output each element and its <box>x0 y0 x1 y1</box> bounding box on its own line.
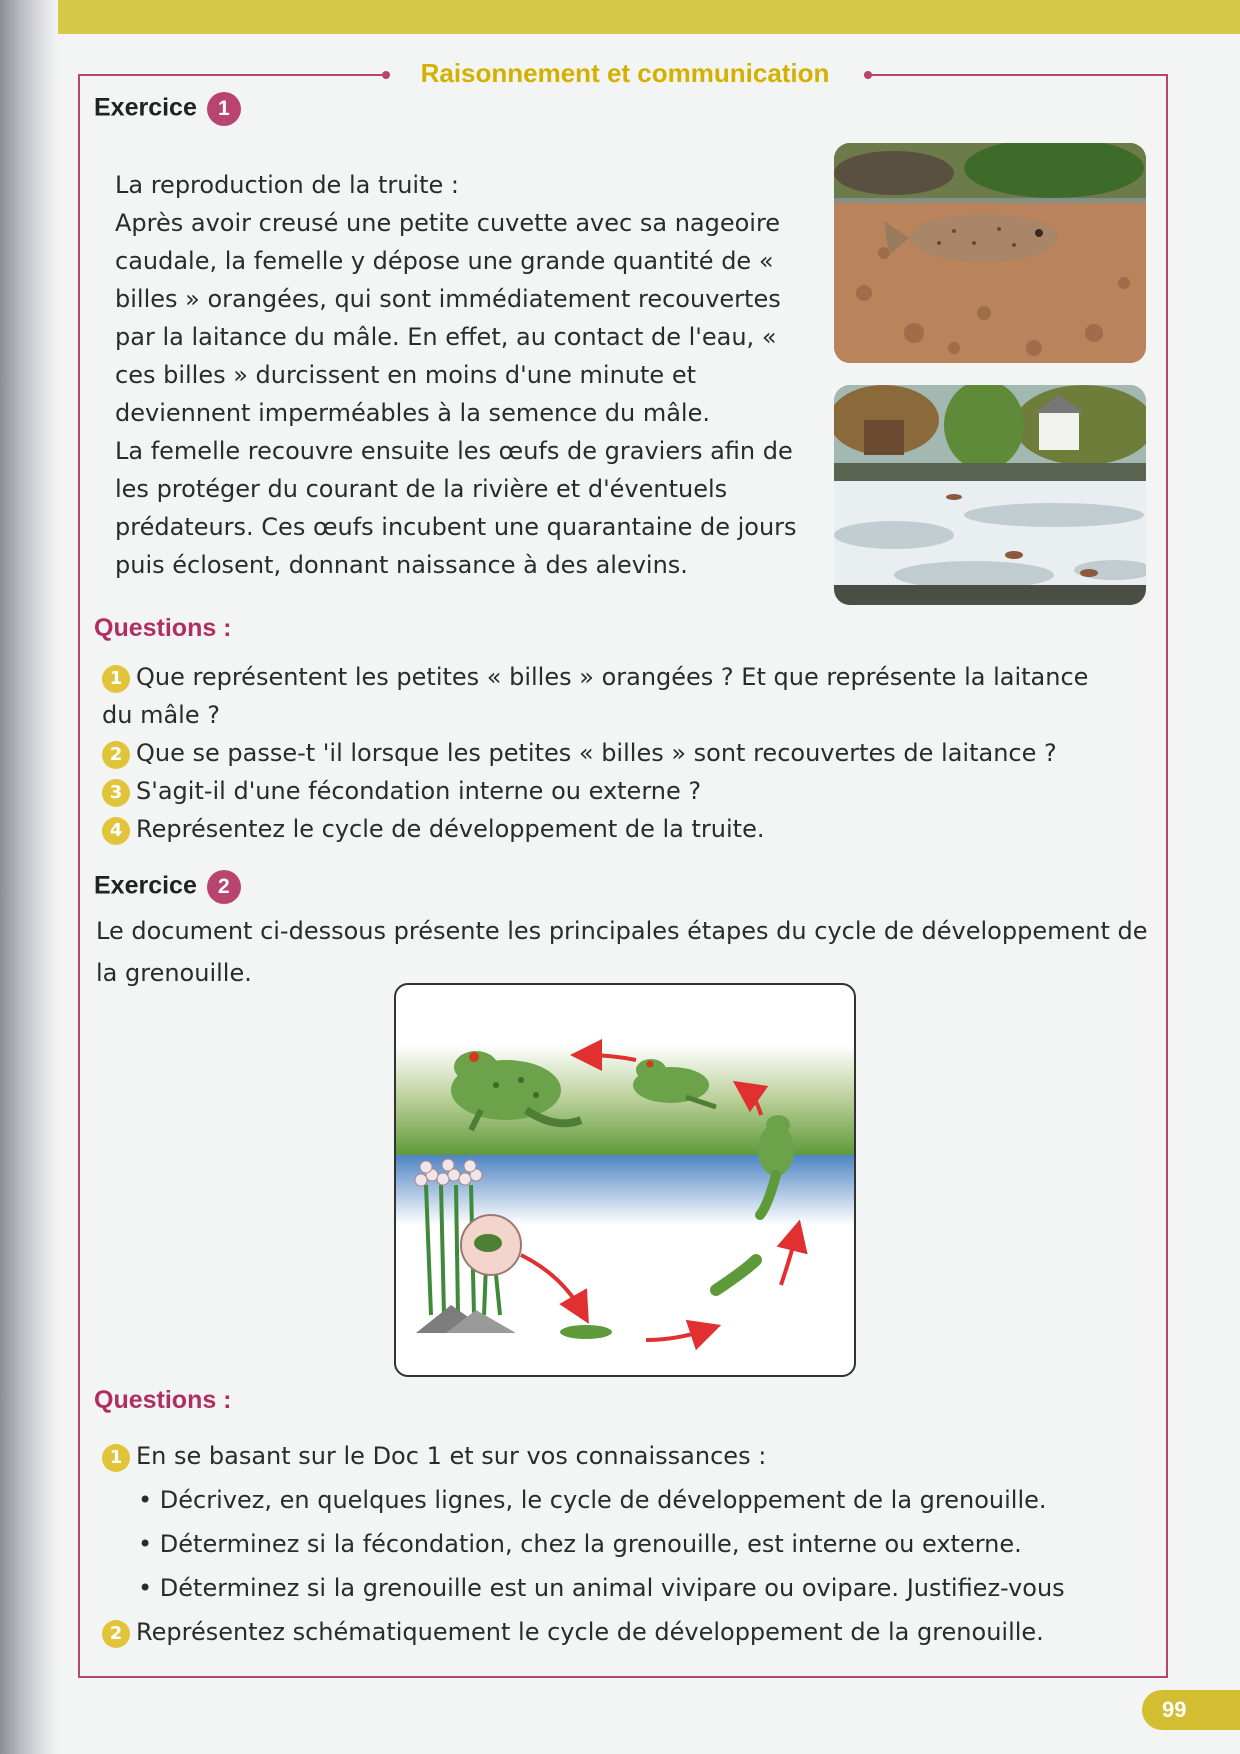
title-dot-left <box>382 71 390 79</box>
question-item <box>102 734 1122 772</box>
title-dot-right <box>864 71 872 79</box>
exercise-2-questions-title: Questions : <box>94 1386 232 1414</box>
question-number: 1 <box>102 665 130 693</box>
exercise-2-questions <box>102 1434 1152 1654</box>
exercise-1-intro: La reproduction de la truite : <box>115 171 459 199</box>
exercise-2-label: Exercice <box>94 871 197 900</box>
question-number: 2 <box>102 1620 130 1648</box>
exercise-2-intro: Le document ci-dessous présente les principales étapes du cycle de développement de la grenouille. <box>96 917 1148 987</box>
bullet-text: Déterminez si la fécondation, chez la grenouille, est interne ou externe. <box>159 1530 1022 1558</box>
question-text: S'agit-il d'une fécondation interne ou externe ? <box>136 777 702 805</box>
exercise-1-heading <box>94 92 241 126</box>
question-item <box>102 658 1122 734</box>
trout-photo <box>834 143 1146 363</box>
question-item <box>102 1610 1152 1654</box>
question-number: 1 <box>102 1444 130 1472</box>
top-color-band <box>0 0 1240 34</box>
question-number: 4 <box>102 817 130 845</box>
question-text: Que se passe-t 'il lorsque les petites « billes » sont recouvertes de laitance ? <box>136 739 1057 767</box>
bullet-item: • Décrivez, en quelques lignes, le cycle de développement de la grenouille. <box>138 1486 1047 1514</box>
exercise-1-paragraph-2: La femelle recouvre ensuite les œufs de graviers afin de les protéger du courant de la rivière et d'éventuels prédateurs. Ces œufs incubent une quarantaine de jours puis éclosent, donnant naissance à des alevins. <box>115 437 797 579</box>
exercise-1-text <box>115 166 813 584</box>
question-item <box>102 810 1122 848</box>
question-item <box>102 772 1122 810</box>
tadpole-icon <box>560 1260 756 1339</box>
exercise-1-number: 1 <box>207 92 241 126</box>
question-text: Que représentent les petites « billes » orangées ? Et que représente la laitance du mâle ? <box>102 663 1089 729</box>
exercise-1-label: Exercice <box>94 93 197 122</box>
section-title: Raisonnement et communication <box>420 58 830 88</box>
bullet-text: Déterminez si la grenouille est un animal vivipare ou ovipare. Justifiez-vous <box>159 1574 1065 1602</box>
exercise-1-questions <box>102 658 1122 848</box>
question-text: Représentez schématiquement le cycle de développement de la grenouille. <box>136 1618 1044 1646</box>
exercise-2-number: 2 <box>207 870 241 904</box>
question-text: Représentez le cycle de développement de la truite. <box>136 815 765 843</box>
question-text: En se basant sur le Doc 1 et sur vos connaissances : <box>136 1442 767 1470</box>
page-number: 99 <box>1142 1690 1240 1730</box>
question-number: 3 <box>102 779 130 807</box>
bullet-item: • Déterminez si la fécondation, chez la grenouille, est interne ou externe. <box>138 1530 1022 1558</box>
exercise-1-questions-title: Questions : <box>94 614 232 642</box>
bullet-text: Décrivez, en quelques lignes, le cycle de développement de la grenouille. <box>159 1486 1047 1514</box>
frog-life-cycle-diagram <box>394 983 856 1377</box>
question-number: 2 <box>102 741 130 769</box>
question-item <box>102 1434 1152 1478</box>
book-spine-shadow <box>0 0 58 1754</box>
bullet-item: • Déterminez si la grenouille est un animal vivipare ou ovipare. Justifiez-vous <box>138 1574 1065 1602</box>
exercise-1-paragraph-1: Après avoir creusé une petite cuvette avec sa nageoire caudale, la femelle y dépose une grande quantité de « billes » orangées, qui sont immédiatement recouvertes par la laitance du mâle. En effet, au contact de l'eau, « ces billes » durcissent en moins d'une minute et deviennent imperméables à la semence du mâle. <box>115 209 781 427</box>
river-photo <box>834 385 1146 605</box>
exercise-2-heading <box>94 870 241 904</box>
